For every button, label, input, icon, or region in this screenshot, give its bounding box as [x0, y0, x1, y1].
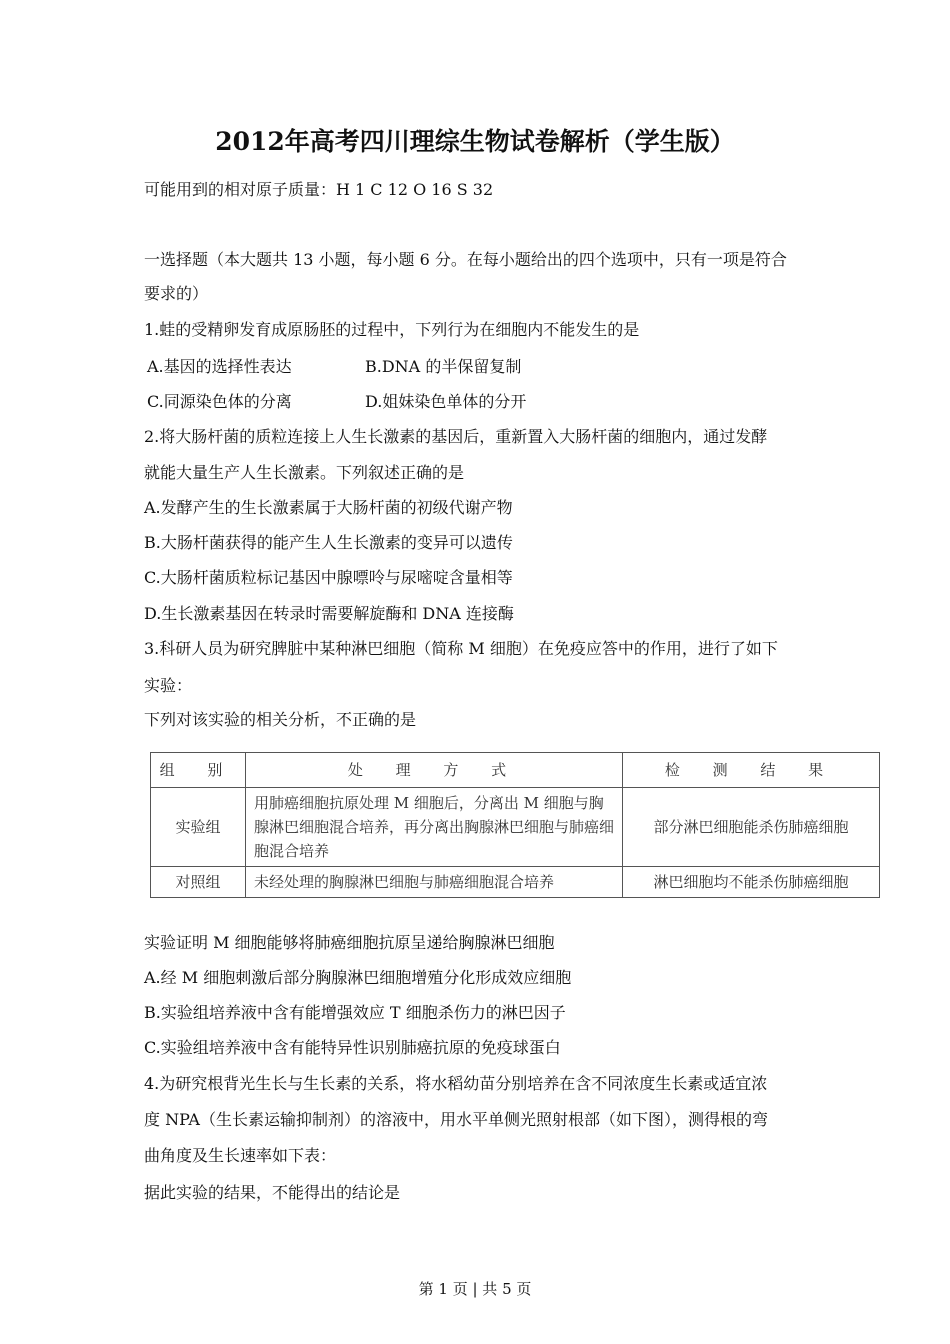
question-3-option-b: B.实验组培养液中含有能增强效应 T 细胞杀伤力的淋巴因子: [144, 1003, 566, 1022]
question-2-stem: 2.将大肠杆菌的质粒连接上人生长激素的基因后，重新置入大肠杆菌的细胞内，通过发酵: [144, 427, 768, 446]
table-header: 检 测 结 果: [623, 753, 880, 788]
page-footer: 第 1 页 | 共 5 页: [418, 1280, 532, 1298]
question-1-option-a: A.基因的选择性表达: [147, 357, 292, 376]
question-1-option-c: C.同源染色体的分离: [147, 392, 292, 411]
table-cell: 对照组: [151, 867, 246, 898]
question-4-stem-cont: 度 NPA（生长素运输抑制剂）的溶液中，用水平单侧光照射根部（如下图），测得根的弯: [144, 1110, 768, 1129]
question-3-prompt: 下列对该实验的相关分析，不正确的是: [144, 710, 417, 729]
table-row: [151, 788, 880, 867]
question-4-prompt: 据此实验的结果，不能得出的结论是: [144, 1183, 401, 1202]
question-3-stem: 3.科研人员为研究脾脏中某种淋巴细胞（简称 M 细胞）在免疫应答中的作用，进行了如下: [144, 639, 778, 658]
table-header: 处 理 方 式: [246, 753, 623, 788]
question-1-stem: 1.蛙的受精卵发育成原肠胚的过程中，下列行为在细胞内不能发生的是: [144, 320, 640, 339]
document-title: 2012年高考四川理综生物试卷解析（学生版）: [215, 127, 735, 156]
section-heading-cont: 要求的）: [144, 284, 209, 303]
table-header-row: [151, 753, 880, 788]
question-3-line: 实验证明 M 细胞能够将肺癌细胞抗原呈递给胸腺淋巴细胞: [144, 933, 555, 952]
table-header: 组 别: [151, 753, 246, 788]
table-cell: 未经处理的胸腺淋巴细胞与肺癌细胞混合培养: [246, 867, 623, 898]
question-2-option-a: A.发酵产生的生长激素属于大肠杆菌的初级代谢产物: [144, 498, 513, 517]
table-cell: 部分淋巴细胞能杀伤肺癌细胞: [623, 788, 880, 867]
question-2-option-d: D.生长激素基因在转录时需要解旋酶和 DNA 连接酶: [144, 604, 514, 623]
question-2-stem-cont: 就能大量生产人生长激素。下列叙述正确的是: [144, 463, 465, 482]
table-cell: 用肺癌细胞抗原处理 M 细胞后，分离出 M 细胞与胸腺淋巴细胞混合培养，再分离出胸腺淋巴细胞与肺癌细胞混合培养: [246, 788, 623, 867]
question-3-stem-cont: 实验：: [144, 676, 193, 695]
question-2-option-b: B.大肠杆菌获得的能产生人生长激素的变异可以遗传: [144, 533, 513, 552]
table-cell: 实验组: [151, 788, 246, 867]
question-3-option-a: A.经 M 细胞刺激后部分胸腺淋巴细胞增殖分化形成效应细胞: [144, 968, 572, 987]
table-row: [151, 867, 880, 898]
experiment-table: [150, 752, 880, 898]
question-4-stem: 4.为研究根背光生长与生长素的关系，将水稻幼苗分别培养在含不同浓度生长素或适宜浓: [144, 1074, 768, 1093]
section-heading: 一选择题（本大题共 13 小题，每小题 6 分。在每小题给出的四个选项中，只有一项是符合: [144, 250, 787, 269]
question-3-option-c: C.实验组培养液中含有能特异性识别肺癌抗原的免疫球蛋白: [144, 1038, 561, 1057]
question-1-option-b: B.DNA 的半保留复制: [365, 357, 522, 376]
atomic-mass-note: 可能用到的相对原子质量：H 1 C 12 O 16 S 32: [144, 180, 494, 199]
question-4-stem-cont: 曲角度及生长速率如下表：: [144, 1146, 337, 1165]
table-cell: 淋巴细胞均不能杀伤肺癌细胞: [623, 867, 880, 898]
question-1-option-d: D.姐妹染色单体的分开: [365, 392, 527, 411]
question-2-option-c: C.大肠杆菌质粒标记基因中腺嘌呤与尿嘧啶含量相等: [144, 568, 513, 587]
